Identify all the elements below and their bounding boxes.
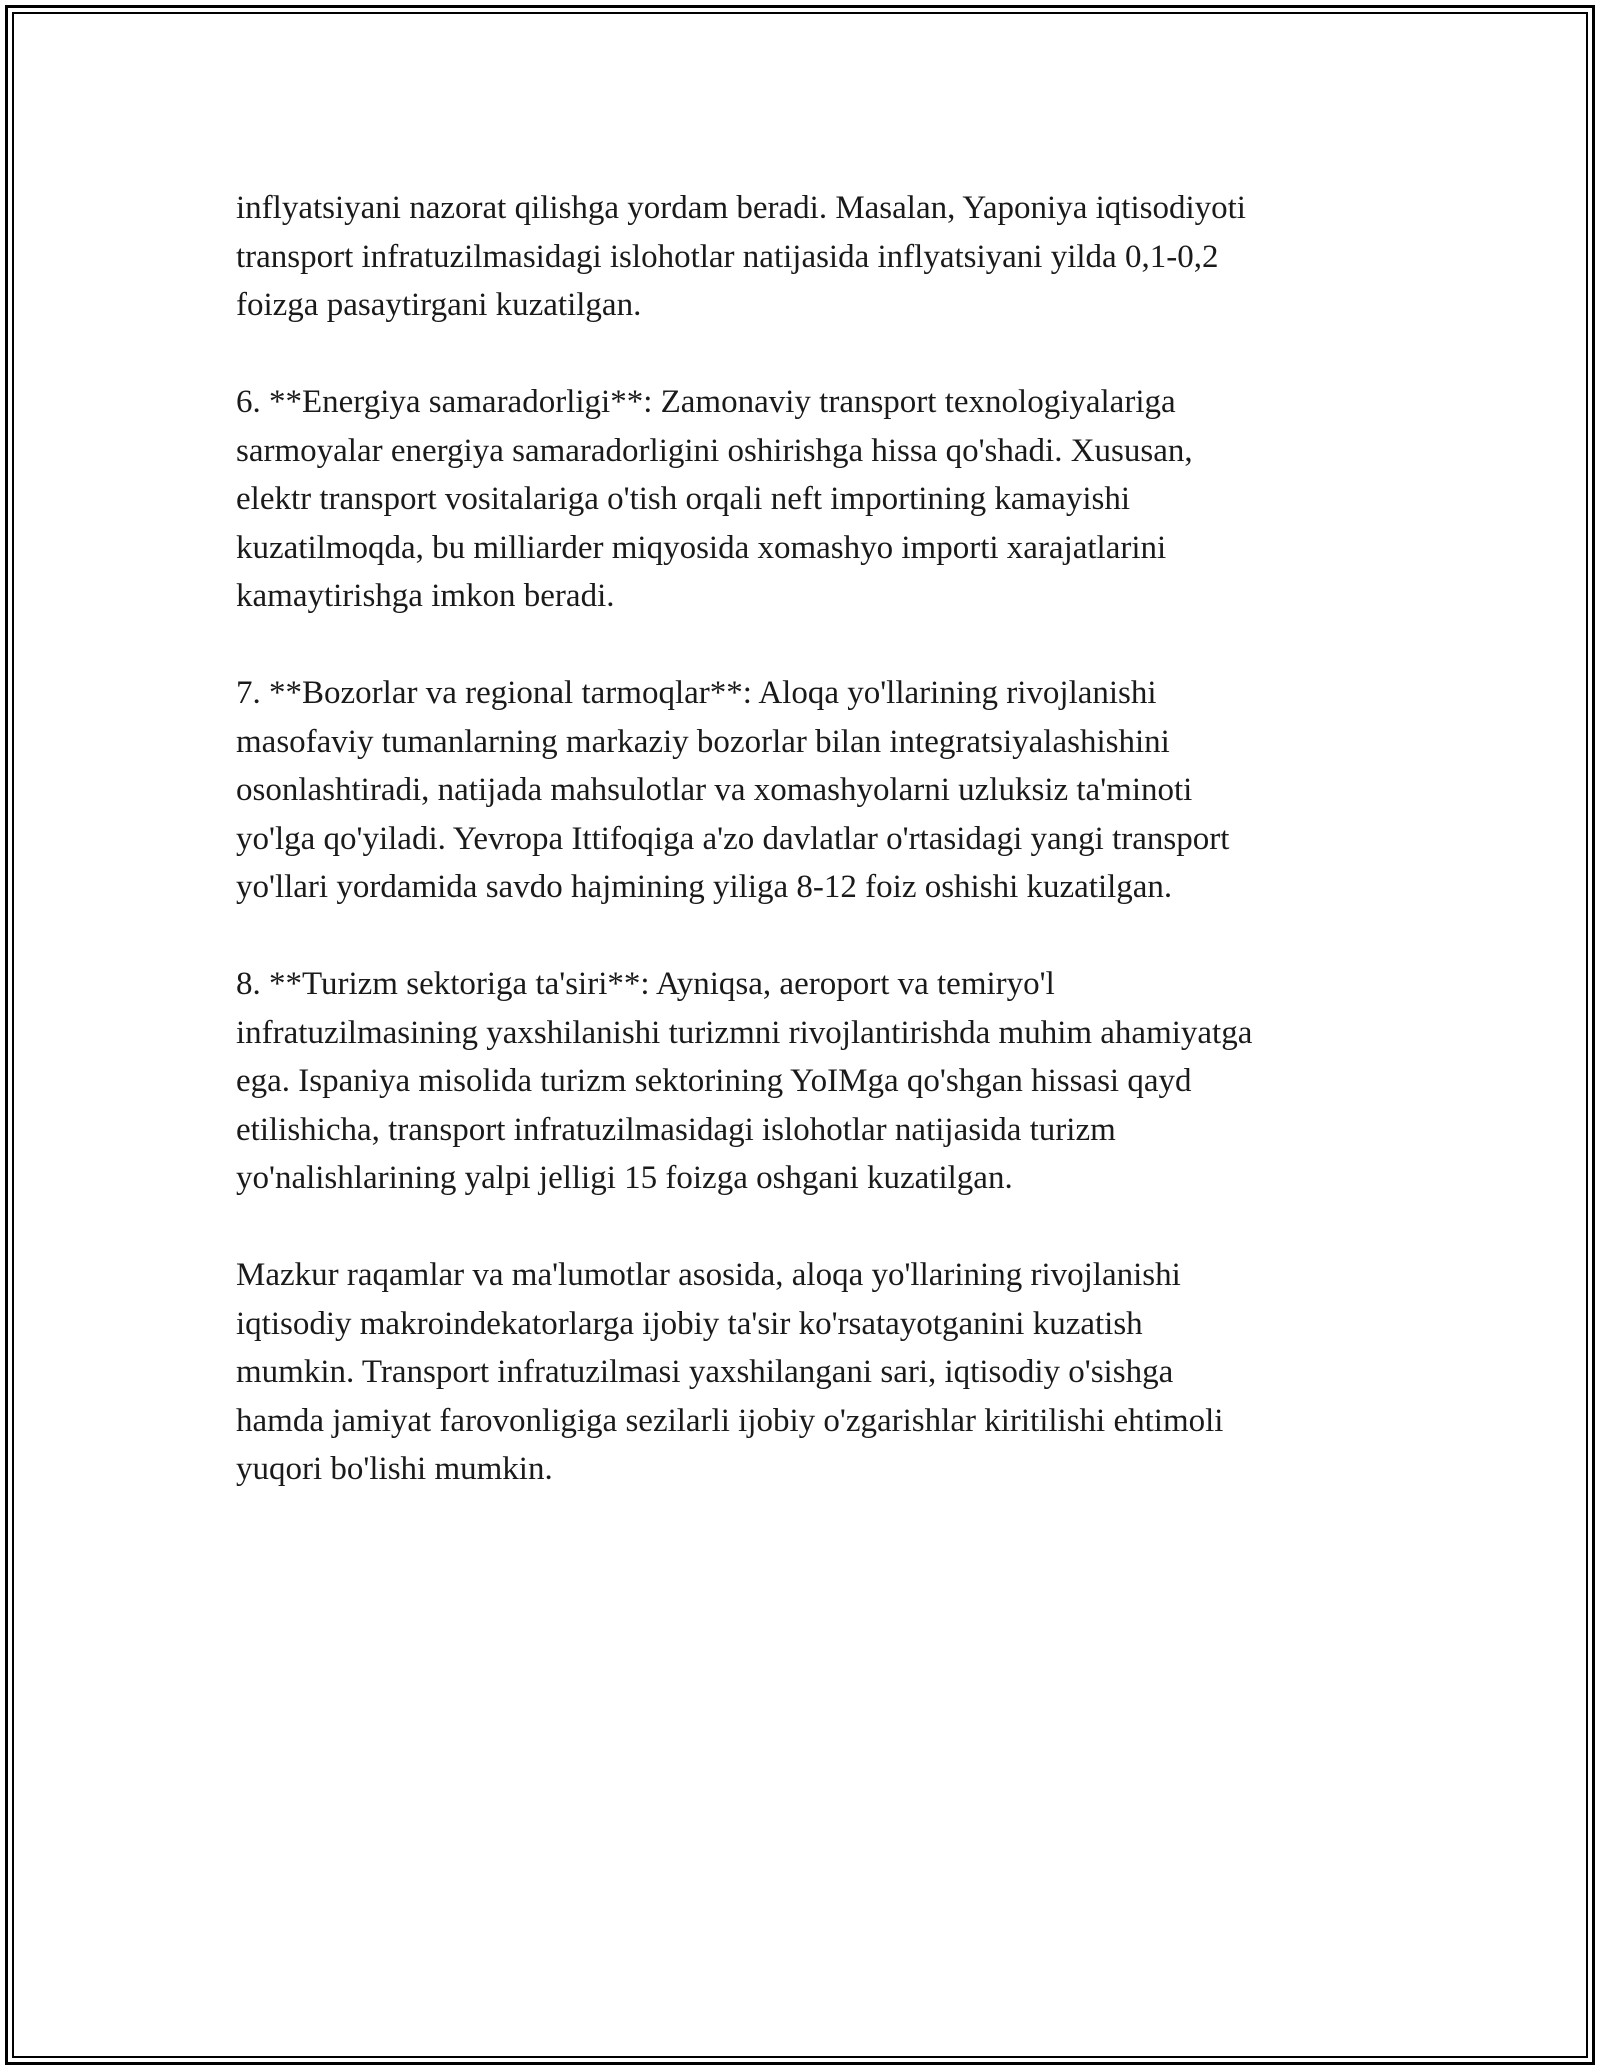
- paragraph-markets-regional-networks: 7. **Bozorlar va regional tarmoqlar**: Aloqa yo'llarining rivojlanishi masofaviy tumanlarning markaziy bozorlar bilan integratsiyalashishini osonlashtiradi, natijada mahsulotlar va xomashyolarni uzluksiz ta'minoti yo'lga qo'yiladi. Yevropa Ittifoqiga a'zo davlatlar o'rtasidagi yangi transport yo'llari yordamida savdo hajmining yiliga 8-12 foiz oshishi kuzatilgan.: [236, 675, 1230, 905]
- paragraph-tourism-impact: 8. **Turizm sektoriga ta'siri**: Ayniqsa, aeroport va temiryo'l infratuzilmasining yaxshilanishi turizmni rivojlantirishda muhim ahamiyatga ega. Ispaniya misolida turizm sektorining YoIMga qo'shgan hissasi qayd etilishicha, transport infratuzilmasidagi islohotlar natijasida turizm yo'nalishlarining yalpi jelligi 15 foizga oshgani kuzatilgan.: [236, 966, 1253, 1196]
- document-body: [236, 184, 1376, 1542]
- paragraph-energy-efficiency: 6. **Energiya samaradorligi**: Zamonaviy transport texnologiyalariga sarmoyalar energiya samaradorligini oshirishga hissa qo'shadi. Xususan, elektr transport vositalariga o'tish orqali neft importining kamayishi kuzatilmoqda, bu milliarder miqyosida xomashyo importi xarajatlarini kamaytirishga imkon beradi.: [236, 384, 1193, 614]
- paragraph-conclusion: Mazkur raqamlar va ma'lumotlar asosida, aloqa yo'llarining rivojlanishi iqtisodiy makroindekatorlarga ijobiy ta'sir ko'rsatayotganini kuzatish mumkin. Transport infratuzilmasi yaxshilangani sari, iqtisodiy o'sishga hamda jamiyat farovonligiga sezilarli ijobiy o'zgarishlar kiritilishi ehtimoli yuqori bo'lishi mumkin.: [236, 1257, 1224, 1487]
- paragraph-inflation: inflyatsiyani nazorat qilishga yordam beradi. Masalan, Yaponiya iqtisodiyoti transport infratuzilmasidagi islohotlar natijasida inflyatsiyani yilda 0,1-0,2 foizga pasaytirgani kuzatilgan.: [236, 190, 1246, 323]
